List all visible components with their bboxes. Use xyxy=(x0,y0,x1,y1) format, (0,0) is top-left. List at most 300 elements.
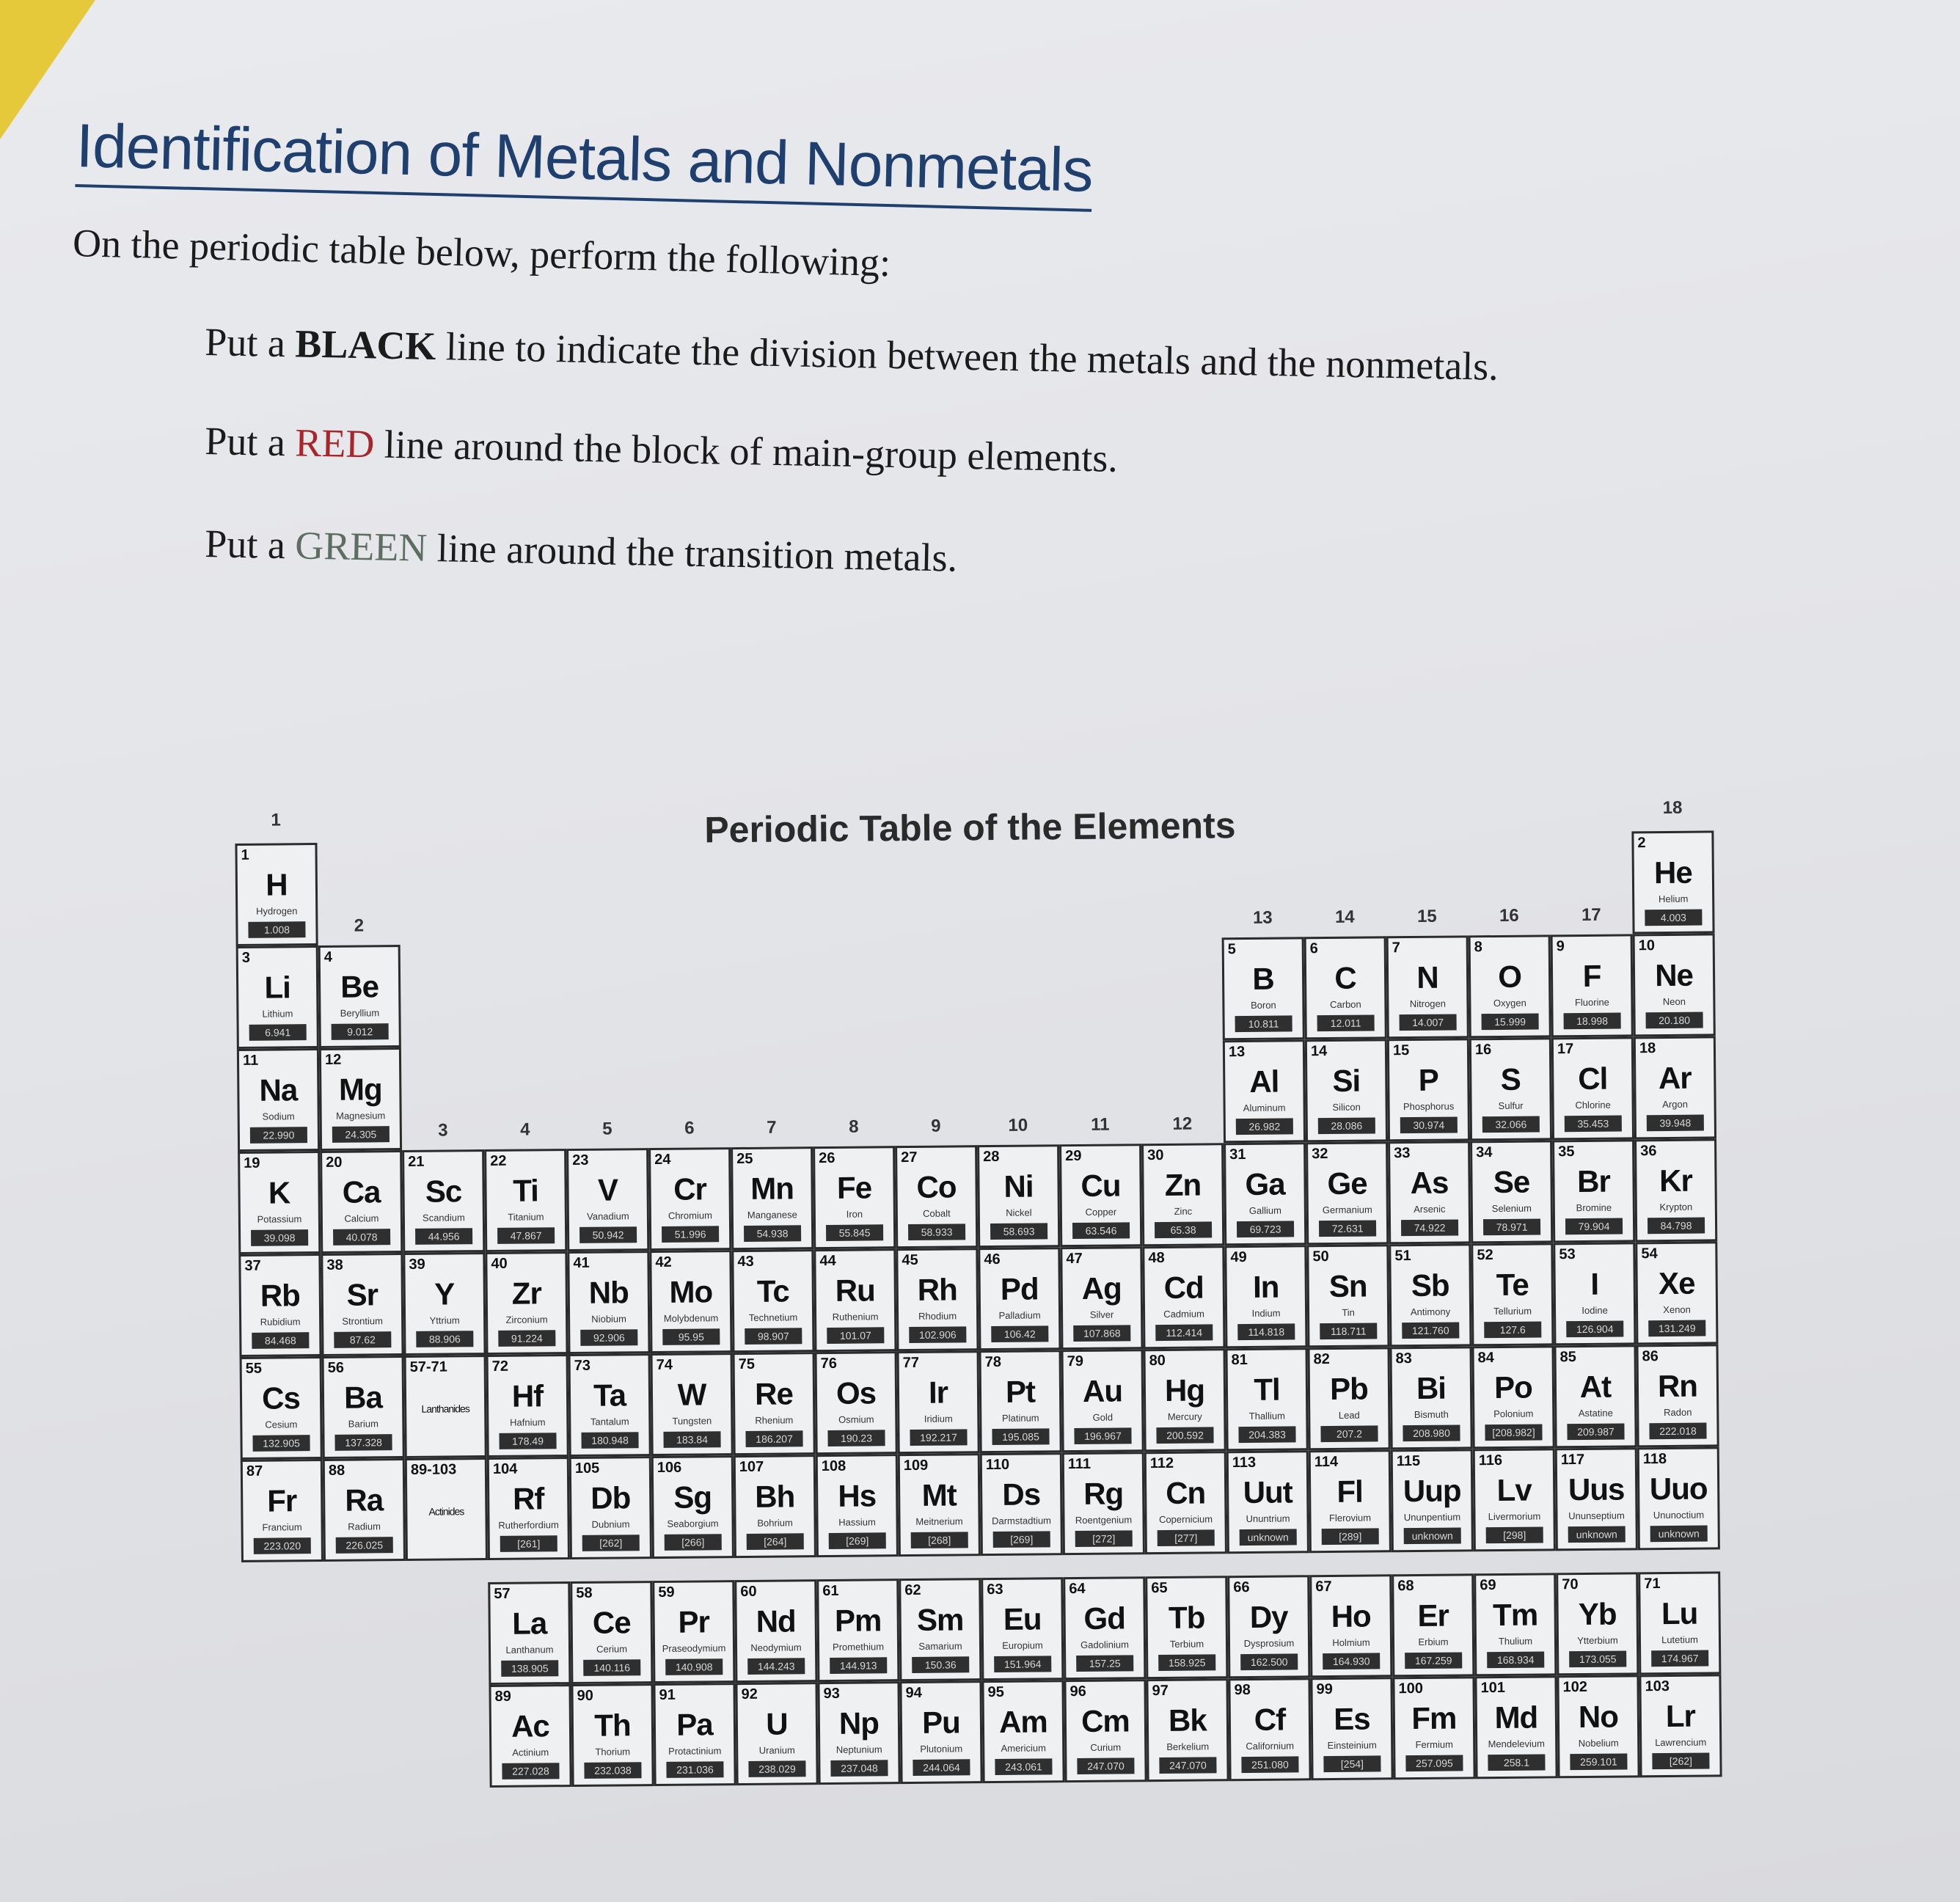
element-name: Calcium xyxy=(344,1212,379,1224)
element-cell xyxy=(1223,1039,1306,1143)
element-cell xyxy=(1062,1452,1145,1555)
element-name: Palladium xyxy=(998,1309,1041,1321)
atomic-number: 35 xyxy=(1558,1144,1575,1160)
atomic-mass: 144.913 xyxy=(830,1657,887,1674)
element-cell xyxy=(484,1149,567,1252)
element-symbol: Ga xyxy=(1245,1166,1285,1201)
atomic-number: 33 xyxy=(1394,1145,1411,1162)
element-symbol: Gd xyxy=(1083,1601,1126,1636)
instruction-keyword-black: BLACK xyxy=(294,321,436,369)
element-symbol: H xyxy=(266,867,288,902)
atomic-number: 102 xyxy=(1562,1678,1588,1696)
element-cell xyxy=(236,945,319,1049)
element-name: Ununoctium xyxy=(1653,1509,1705,1521)
atomic-mass: 195.085 xyxy=(992,1428,1049,1445)
element-name: Technetium xyxy=(748,1312,798,1323)
instruction-prefix: Put a xyxy=(204,319,296,366)
atomic-number: 27 xyxy=(901,1149,918,1166)
atomic-number: 1 xyxy=(241,846,249,863)
atomic-mass: 28.086 xyxy=(1318,1117,1375,1134)
atomic-number: 30 xyxy=(1147,1146,1164,1164)
atomic-mass: 173.055 xyxy=(1569,1650,1626,1667)
element-symbol: Al xyxy=(1249,1064,1279,1099)
atomic-number: 83 xyxy=(1395,1350,1412,1367)
element-cell xyxy=(979,1350,1062,1453)
atomic-number: 52 xyxy=(1477,1247,1493,1264)
atomic-mass: 106.42 xyxy=(991,1325,1048,1342)
element-cell xyxy=(1144,1451,1227,1554)
atomic-number: 99 xyxy=(1316,1680,1333,1698)
element-cell xyxy=(566,1148,649,1251)
atomic-number: 15 xyxy=(1392,1042,1410,1059)
element-symbol: Ta xyxy=(593,1378,626,1413)
element-name: Ununtrium xyxy=(1246,1513,1290,1525)
atomic-number: 12 xyxy=(324,1051,342,1068)
atomic-number: 31 xyxy=(1229,1146,1246,1163)
element-cell xyxy=(1061,1349,1144,1452)
element-cell xyxy=(1143,1348,1226,1452)
element-symbol: Ac xyxy=(511,1708,549,1744)
element-symbol: Ba xyxy=(343,1380,383,1415)
atomic-mass: 88.906 xyxy=(416,1331,473,1347)
atomic-number: 44 xyxy=(819,1252,836,1270)
element-name: Lawrencium xyxy=(1655,1736,1707,1749)
element-symbol: Pd xyxy=(1000,1271,1039,1306)
element-symbol: C xyxy=(1334,960,1356,995)
element-symbol: Y xyxy=(434,1276,455,1312)
element-cell xyxy=(1474,1675,1557,1779)
atomic-mass: 121.760 xyxy=(1402,1322,1459,1339)
atomic-mass: [269] xyxy=(829,1532,886,1549)
atomic-mass: 54.938 xyxy=(744,1225,801,1242)
atomic-number: 85 xyxy=(1559,1349,1576,1366)
atomic-number: 96 xyxy=(1069,1683,1086,1700)
element-cell xyxy=(899,1680,982,1784)
element-cell xyxy=(1551,934,1634,1037)
element-cell xyxy=(1227,1575,1310,1678)
element-cell xyxy=(651,1455,734,1559)
atomic-mass: 167.259 xyxy=(1405,1652,1462,1669)
element-symbol: Ho xyxy=(1331,1598,1371,1634)
atomic-number: 57 xyxy=(494,1585,511,1602)
element-name: Neptunium xyxy=(835,1744,882,1755)
periodic-table-title: Periodic Table of the Elements xyxy=(704,805,1236,851)
atomic-number: 36 xyxy=(1640,1143,1657,1160)
atomic-mass: 244.064 xyxy=(913,1759,970,1776)
atomic-mass: 151.964 xyxy=(994,1656,1051,1672)
element-symbol: Tm xyxy=(1492,1597,1538,1633)
element-name: Iron xyxy=(846,1208,863,1220)
atomic-number: 16 xyxy=(1474,1042,1492,1058)
element-symbol: Fl xyxy=(1336,1474,1364,1509)
element-name: Plutonium xyxy=(920,1743,963,1755)
atomic-mass: 84.798 xyxy=(1648,1218,1705,1235)
element-symbol: Co xyxy=(916,1169,957,1204)
element-name: Neon xyxy=(1662,995,1686,1008)
element-symbol: Ti xyxy=(513,1173,539,1208)
atomic-number: 118 xyxy=(1642,1450,1667,1468)
atomic-mass: 15.999 xyxy=(1482,1013,1539,1030)
element-cell xyxy=(241,1459,323,1562)
element-symbol: Rg xyxy=(1083,1476,1124,1511)
atomic-mass: 257.095 xyxy=(1405,1755,1463,1771)
element-symbol: Cf xyxy=(1254,1702,1286,1737)
element-symbol: Os xyxy=(835,1375,877,1411)
element-cell xyxy=(238,1254,321,1357)
atomic-number: 20 xyxy=(326,1154,343,1171)
group-number-label: 10 xyxy=(1008,1115,1028,1135)
element-cell xyxy=(321,1253,403,1356)
atomic-mass: 174.967 xyxy=(1651,1650,1708,1667)
element-symbol: N xyxy=(1416,959,1438,995)
element-cell xyxy=(1469,1037,1552,1141)
atomic-mass: 190.23 xyxy=(827,1430,885,1446)
element-symbol: Mo xyxy=(669,1274,713,1309)
element-symbol: K xyxy=(268,1175,290,1210)
element-symbol: Hf xyxy=(511,1378,544,1413)
periodic-table xyxy=(235,794,1769,1819)
element-name: Copernicium xyxy=(1158,1513,1213,1526)
element-cell xyxy=(1059,1144,1142,1247)
element-name: Thulium xyxy=(1498,1635,1533,1647)
atomic-number: 114 xyxy=(1314,1453,1339,1471)
element-cell xyxy=(571,1683,654,1787)
element-symbol: Ar xyxy=(1658,1060,1692,1096)
atomic-number: 2 xyxy=(1637,835,1646,852)
element-name: Praseodymium xyxy=(662,1642,726,1654)
instruction-keyword-red: RED xyxy=(294,420,375,467)
atomic-number: 6 xyxy=(1309,940,1318,957)
atomic-number: 7 xyxy=(1392,940,1400,957)
element-cell xyxy=(1310,1677,1393,1780)
element-symbol: B xyxy=(1252,961,1274,996)
atomic-mass: 87.62 xyxy=(334,1331,391,1348)
element-symbol: U xyxy=(766,1706,788,1741)
element-name: Titanium xyxy=(508,1211,544,1223)
element-symbol: Cs xyxy=(261,1380,301,1416)
atomic-number: 50 xyxy=(1312,1248,1329,1265)
atomic-number: 78 xyxy=(984,1353,1001,1371)
atomic-mass: 127.6 xyxy=(1484,1321,1541,1338)
element-name: Thorium xyxy=(595,1746,631,1757)
element-name: Osmium xyxy=(838,1413,874,1425)
element-name: Germanium xyxy=(1322,1204,1372,1216)
element-name: Berkelium xyxy=(1166,1741,1210,1752)
atomic-number: 4 xyxy=(323,948,333,965)
atomic-mass: 102.906 xyxy=(909,1326,966,1343)
element-name: Chlorine xyxy=(1575,1099,1611,1111)
atomic-number: 67 xyxy=(1315,1578,1332,1595)
element-symbol: Pt xyxy=(1005,1374,1036,1409)
element-symbol: Re xyxy=(754,1376,794,1411)
atomic-mass: 39.948 xyxy=(1647,1115,1704,1132)
atomic-number: 107 xyxy=(739,1458,764,1476)
element-name: Bromine xyxy=(1576,1201,1612,1214)
element-name: Radium xyxy=(348,1521,381,1532)
element-name: Rhenium xyxy=(755,1414,794,1426)
atomic-number: 81 xyxy=(1231,1351,1248,1369)
atomic-number: 79 xyxy=(1067,1353,1083,1370)
element-symbol: Uut xyxy=(1243,1474,1292,1510)
atomic-mass: 200.592 xyxy=(1156,1427,1213,1444)
atomic-number: 93 xyxy=(823,1685,840,1702)
element-name: Sodium xyxy=(262,1111,295,1122)
atomic-number: 84 xyxy=(1477,1350,1494,1367)
element-cell xyxy=(1226,1450,1309,1554)
element-symbol: Nb xyxy=(588,1275,629,1310)
atomic-number: 106 xyxy=(657,1459,682,1477)
atomic-mass: 74.922 xyxy=(1401,1219,1458,1236)
atomic-mass: [298] xyxy=(1486,1526,1543,1543)
atomic-number: 61 xyxy=(822,1582,839,1600)
atomic-mass: 14.007 xyxy=(1400,1014,1457,1031)
element-name: Lead xyxy=(1338,1409,1360,1421)
element-name: Iridium xyxy=(924,1413,953,1424)
atomic-mass: 140.908 xyxy=(665,1658,723,1675)
element-cell xyxy=(323,1458,406,1562)
atomic-mass: 237.048 xyxy=(830,1760,888,1777)
element-name: Xenon xyxy=(1663,1303,1691,1316)
atomic-number: 75 xyxy=(738,1356,756,1373)
element-name: Chromium xyxy=(668,1210,712,1221)
element-cell xyxy=(318,945,401,1048)
element-symbol: Br xyxy=(1576,1163,1611,1199)
element-cell xyxy=(1060,1246,1143,1350)
atomic-number: 104 xyxy=(492,1460,518,1477)
atomic-number: 17 xyxy=(1557,1041,1574,1058)
atomic-number: 18 xyxy=(1639,1040,1656,1057)
element-cell xyxy=(895,1145,978,1248)
atomic-number: 21 xyxy=(408,1153,425,1170)
element-cell xyxy=(1554,1345,1637,1448)
element-symbol: Be xyxy=(340,969,379,1004)
element-cell xyxy=(1392,1676,1475,1780)
atomic-number: 64 xyxy=(1069,1580,1086,1598)
element-cell xyxy=(1557,1675,1639,1778)
element-name: Strontium xyxy=(342,1315,384,1327)
group-number-label: 16 xyxy=(1499,905,1519,926)
element-cell xyxy=(1224,1245,1307,1348)
element-cell xyxy=(813,1146,896,1249)
element-symbol: Cr xyxy=(673,1171,707,1207)
atomic-number: 92 xyxy=(741,1686,758,1703)
element-cell xyxy=(1551,1036,1634,1140)
element-name: Seaborgium xyxy=(667,1518,719,1529)
element-symbol: Fe xyxy=(836,1170,872,1205)
element-cell xyxy=(1638,1571,1721,1675)
element-name: Lanthanum xyxy=(505,1644,554,1656)
atomic-mass: 168.934 xyxy=(1487,1651,1544,1668)
atomic-mass: [262] xyxy=(582,1535,640,1551)
atomic-number: 87 xyxy=(246,1463,263,1479)
series-placeholder-cell xyxy=(404,1355,487,1458)
element-symbol: I xyxy=(1590,1266,1599,1301)
atomic-number: 95 xyxy=(987,1683,1004,1701)
element-symbol: Rb xyxy=(260,1278,301,1313)
element-symbol: Sr xyxy=(346,1277,379,1312)
element-name: Molybdenum xyxy=(663,1312,719,1324)
atomic-mass: 44.956 xyxy=(415,1228,472,1245)
atomic-mass: 209.987 xyxy=(1567,1424,1624,1441)
element-symbol: Pa xyxy=(676,1707,713,1742)
atomic-mass: 22.990 xyxy=(250,1127,307,1144)
element-cell xyxy=(1306,1244,1389,1347)
element-cell xyxy=(1063,1576,1146,1680)
instruction-prefix: Put a xyxy=(204,521,296,568)
atomic-mass: 232.038 xyxy=(584,1762,641,1779)
element-symbol: Hg xyxy=(1164,1372,1205,1408)
element-cell xyxy=(1471,1345,1554,1449)
element-name: Platinum xyxy=(1001,1412,1039,1424)
element-cell xyxy=(567,1251,650,1354)
element-name: Barium xyxy=(348,1418,379,1430)
element-symbol: Pb xyxy=(1329,1371,1369,1406)
atomic-mass: [268] xyxy=(911,1532,968,1548)
element-name: Actinium xyxy=(512,1746,549,1758)
atomic-number: 32 xyxy=(1312,1146,1328,1163)
element-symbol: Ca xyxy=(342,1174,381,1210)
atomic-mass: 126.904 xyxy=(1566,1321,1623,1338)
element-symbol: Pu xyxy=(921,1705,960,1740)
element-name: Roentgenium xyxy=(1075,1514,1133,1526)
atomic-number: 113 xyxy=(1232,1454,1257,1471)
atomic-number: 48 xyxy=(1148,1249,1165,1267)
element-cell xyxy=(1392,1573,1474,1677)
atomic-number: 101 xyxy=(1480,1679,1506,1697)
element-name: Arsenic xyxy=(1414,1203,1446,1215)
element-name: Americium xyxy=(1001,1742,1047,1754)
atomic-mass: 223.020 xyxy=(254,1537,311,1554)
atomic-mass: 243.061 xyxy=(995,1758,1052,1775)
atomic-mass: 72.631 xyxy=(1319,1220,1376,1237)
atomic-mass: 247.070 xyxy=(1159,1757,1216,1774)
element-cell xyxy=(237,1048,320,1152)
element-symbol: Nd xyxy=(756,1603,796,1639)
atomic-mass: 251.080 xyxy=(1241,1756,1298,1773)
element-name: Nitrogen xyxy=(1409,998,1447,1010)
element-cell xyxy=(977,1144,1060,1248)
group-number-label: 15 xyxy=(1416,906,1437,926)
atomic-mass: 47.867 xyxy=(497,1227,555,1244)
atomic-mass: 26.982 xyxy=(1236,1118,1293,1135)
element-cell xyxy=(1636,1344,1719,1447)
atomic-number: 9 xyxy=(1556,938,1565,955)
atomic-number: 71 xyxy=(1644,1576,1661,1592)
atomic-mass: 222.018 xyxy=(1649,1423,1706,1440)
atomic-mass: 58.933 xyxy=(908,1224,965,1240)
element-name: Curium xyxy=(1090,1741,1122,1753)
element-cell xyxy=(235,843,318,946)
atomic-number: 77 xyxy=(902,1354,919,1372)
atomic-number: 37 xyxy=(244,1257,261,1274)
atomic-mass: 238.029 xyxy=(748,1760,805,1777)
atomic-number: 62 xyxy=(904,1581,921,1599)
atomic-number: 98 xyxy=(1234,1681,1251,1699)
atomic-mass: 98.907 xyxy=(745,1328,802,1345)
atomic-number: 80 xyxy=(1149,1352,1166,1369)
element-symbol: Uup xyxy=(1403,1473,1461,1509)
element-cell xyxy=(815,1351,898,1455)
element-name: Beryllium xyxy=(340,1007,380,1019)
instruction-red-line xyxy=(205,418,1119,481)
atomic-mass: [289] xyxy=(1322,1528,1379,1545)
group-number-label: 13 xyxy=(1252,907,1273,928)
series-name: Lanthanides xyxy=(421,1402,469,1415)
atomic-mass: 118.711 xyxy=(1320,1323,1377,1339)
element-name: Meitnerium xyxy=(915,1515,963,1527)
element-cell xyxy=(569,1456,652,1559)
atomic-number: 47 xyxy=(1066,1250,1083,1268)
element-name: Yttrium xyxy=(429,1314,460,1326)
element-name: Europium xyxy=(1002,1639,1043,1651)
atomic-number: 28 xyxy=(983,1148,1000,1166)
atomic-number: 97 xyxy=(1152,1682,1169,1700)
atomic-number: 55 xyxy=(245,1360,263,1377)
element-name: Ytterbium xyxy=(1577,1634,1618,1647)
element-name: Fermium xyxy=(1415,1738,1453,1751)
group-number-label: 18 xyxy=(1662,797,1683,819)
element-cell xyxy=(1141,1143,1224,1246)
element-cell xyxy=(1222,937,1305,1040)
atomic-number: 72 xyxy=(491,1358,509,1375)
atomic-mass: 132.905 xyxy=(252,1435,310,1452)
atomic-mass: 6.941 xyxy=(249,1024,307,1041)
element-symbol: Sg xyxy=(673,1479,712,1515)
atomic-mass: 107.868 xyxy=(1073,1325,1130,1342)
element-name: Cadmium xyxy=(1163,1308,1204,1320)
atomic-mass: 227.028 xyxy=(502,1763,559,1780)
element-name: Astatine xyxy=(1578,1407,1613,1419)
instruction-suffix: line around the transition metals. xyxy=(426,525,958,580)
group-number-label: 11 xyxy=(1091,1114,1110,1135)
element-name: Argon xyxy=(1662,1098,1689,1111)
element-symbol: Am xyxy=(998,1704,1047,1739)
atomic-number: 53 xyxy=(1559,1246,1576,1263)
element-name: Ununpentium xyxy=(1403,1511,1461,1524)
atomic-mass: 178.49 xyxy=(499,1433,556,1449)
group-number-label: 9 xyxy=(931,1116,941,1136)
atomic-mass: 207.2 xyxy=(1320,1425,1378,1442)
element-symbol: Cn xyxy=(1166,1475,1206,1510)
group-number-label: 17 xyxy=(1581,904,1601,925)
atomic-mass: 158.925 xyxy=(1158,1654,1215,1671)
element-symbol: Np xyxy=(838,1705,880,1741)
atomic-mass: 63.546 xyxy=(1072,1222,1130,1239)
atomic-number: 100 xyxy=(1398,1680,1424,1697)
atomic-number: 82 xyxy=(1313,1351,1330,1368)
element-symbol: Lv xyxy=(1496,1472,1532,1508)
element-name: Nobelium xyxy=(1578,1737,1619,1749)
element-cell xyxy=(1306,1141,1389,1245)
atomic-mass: 258.1 xyxy=(1488,1754,1545,1771)
element-cell xyxy=(568,1353,651,1457)
element-cell xyxy=(1553,1242,1636,1345)
element-symbol: Te xyxy=(1496,1267,1529,1303)
atomic-mass: 35.453 xyxy=(1565,1116,1622,1133)
element-symbol: Fr xyxy=(267,1483,297,1518)
atomic-number: 105 xyxy=(574,1460,600,1477)
element-symbol: W xyxy=(677,1377,706,1412)
atomic-mass: 192.217 xyxy=(910,1429,967,1446)
atomic-number: 76 xyxy=(820,1355,837,1372)
atomic-number: 86 xyxy=(1642,1348,1659,1365)
element-symbol: Bk xyxy=(1168,1702,1207,1738)
element-cell xyxy=(1387,1038,1470,1141)
element-name: Oxygen xyxy=(1493,997,1526,1009)
atomic-mass: 39.098 xyxy=(251,1229,308,1246)
element-symbol: Pm xyxy=(834,1603,882,1638)
element-symbol: Sb xyxy=(1411,1268,1449,1303)
